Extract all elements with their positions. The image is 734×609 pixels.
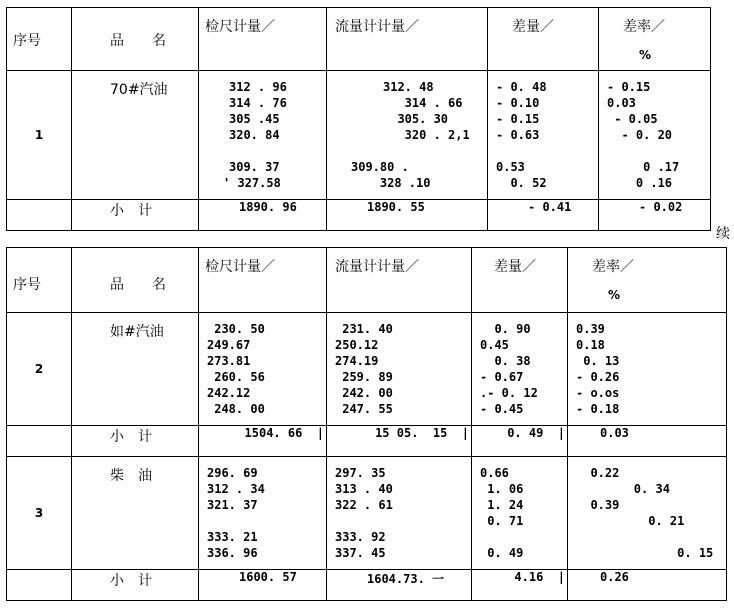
value-line: 336. 96 <box>207 546 258 560</box>
ruler-values <box>199 71 327 200</box>
header-seq-label: 序号 <box>13 33 41 49</box>
value-line: 312 . 34 <box>207 482 265 496</box>
value-line: 0.66 <box>480 466 509 480</box>
subtotal-diff: - 0.41 <box>488 200 599 231</box>
ruler-values <box>199 457 327 570</box>
value-line: 320 . 2,1 <box>383 128 470 142</box>
value-line <box>207 513 326 529</box>
header-flow-label: 流量计计量／ <box>335 19 419 35</box>
value-line: 1. 06 <box>480 482 524 496</box>
value-line: 0. 34 <box>576 482 670 496</box>
value-line <box>351 143 487 159</box>
header-ruler <box>199 248 327 313</box>
header-ruler-label: 检尺计量／ <box>205 19 275 35</box>
value-line: - 0.10 <box>496 96 540 110</box>
value-line: 231. 40 <box>335 322 393 336</box>
value-line: 0.18 <box>576 338 605 352</box>
header-name <box>72 8 199 71</box>
value-line: - 0.67 <box>480 370 524 384</box>
value-line: 0.45 <box>480 338 509 352</box>
subtotal-ruler: 1600. 57 <box>199 570 327 601</box>
header-name-label: 品 名 <box>110 277 166 293</box>
header-diff <box>488 8 599 71</box>
rate-values <box>568 457 727 570</box>
subtotal-flow: 1604.73. 一 <box>327 570 472 601</box>
diff-values <box>472 457 568 570</box>
header-diff-label: 差量／ <box>494 259 536 275</box>
value-line: 312. 48 <box>383 80 434 94</box>
header-name <box>72 248 199 313</box>
header-flow <box>327 8 488 71</box>
subtotal-diff: 0. 49 | <box>472 426 568 457</box>
value-line: 0 .17 <box>607 160 680 174</box>
value-line: .- 0. 12 <box>480 386 538 400</box>
value-line: 242. 00 <box>335 386 393 400</box>
subtotal-ruler: 1504. 66 | <box>199 426 327 457</box>
value-line: 0.39 <box>576 322 605 336</box>
value-line: 0. 52 <box>496 176 547 190</box>
header-rate-label: 差率／ <box>592 259 634 275</box>
subtotal-rate: 0.03 <box>568 426 727 457</box>
value-line: 321. 37 <box>207 498 258 512</box>
header-seq <box>7 248 72 313</box>
subtotal-label: 小 计 <box>72 426 199 457</box>
value-line: 273.81 <box>207 354 251 368</box>
value-line: 320. 84 <box>229 128 280 142</box>
continued-mark: 续 <box>716 226 730 242</box>
subtotal-seq-empty <box>7 426 72 457</box>
data-row-group-2 <box>7 313 727 426</box>
value-line <box>607 143 710 159</box>
rate-values <box>599 71 711 200</box>
diff-values <box>488 71 599 200</box>
header-flow-label: 流量计计量／ <box>335 259 419 275</box>
value-line <box>229 143 326 159</box>
value-line: 337. 45 <box>335 546 386 560</box>
subtotal-label: 小 计 <box>72 200 199 231</box>
value-line: - 0. 48 <box>496 80 547 94</box>
flow-values <box>327 457 472 570</box>
value-line: 242.12 <box>207 386 251 400</box>
value-line: 0. 15 <box>576 546 714 560</box>
subtotal-row <box>7 426 727 457</box>
value-line: - 0.63 <box>496 128 540 142</box>
value-line: 305. 30 <box>383 112 449 126</box>
value-line <box>335 513 471 529</box>
measurement-table-1 <box>6 7 711 231</box>
rate-values <box>568 313 727 426</box>
header-seq <box>7 8 72 71</box>
ruler-values <box>199 313 327 426</box>
flow-values <box>327 71 488 200</box>
value-line <box>480 529 567 545</box>
value-line: 322 . 61 <box>335 498 393 512</box>
header-seq-label: 序号 <box>13 277 41 293</box>
value-line: 248. 00 <box>207 402 265 416</box>
value-line: 0.03 <box>607 96 636 110</box>
subtotal-label: 小 计 <box>72 570 199 601</box>
subtotal-diff: 4.16 | <box>472 570 568 601</box>
value-line: 333. 92 <box>335 530 386 544</box>
subtotal-seq-empty <box>7 200 72 231</box>
product-name: 70#汽油 <box>72 71 199 200</box>
value-line: 313 . 40 <box>335 482 393 496</box>
value-line: 312 . 96 <box>229 80 287 94</box>
group-seq: 1 <box>7 71 72 200</box>
value-line: ' 327.58 <box>223 176 281 190</box>
value-line: 0. 90 <box>480 322 531 336</box>
group-seq: 3 <box>7 457 72 570</box>
measurement-table-2 <box>6 247 727 601</box>
value-line: - 0.45 <box>480 402 524 416</box>
header-rate-label: 差率／ <box>623 19 665 35</box>
value-line: 0. 49 <box>480 546 524 560</box>
value-line <box>496 143 598 159</box>
header-row <box>7 248 727 313</box>
value-line: 274.19 <box>335 354 379 368</box>
header-flow <box>327 248 472 313</box>
value-line: 0.53 <box>496 160 525 174</box>
subtotal-flow: 1890. 55 <box>327 200 488 231</box>
header-name-label: 品 名 <box>110 33 166 49</box>
value-line: 309. 37 <box>229 160 280 174</box>
value-line: 0.39 <box>576 498 620 512</box>
product-name: 柴 油 <box>72 457 199 570</box>
subtotal-rate: 0.26 <box>568 570 727 601</box>
header-rate-unit: % <box>639 48 652 62</box>
value-line: - 0.26 <box>576 370 620 384</box>
value-line: 328 .10 <box>351 176 431 190</box>
diff-values <box>472 313 568 426</box>
value-line: 249.67 <box>207 338 251 352</box>
value-line: 297. 35 <box>335 466 386 480</box>
value-line: 0. 38 <box>480 354 531 368</box>
value-line: 250.12 <box>335 338 379 352</box>
value-line: 333. 21 <box>207 530 258 544</box>
subtotal-seq-empty <box>7 570 72 601</box>
value-line: 314 . 66 <box>383 96 463 110</box>
header-ruler-label: 检尺计量／ <box>205 259 275 275</box>
value-line: - 0.15 <box>496 112 540 126</box>
value-line: 1. 24 <box>480 498 524 512</box>
value-line: 260. 56 <box>207 370 265 384</box>
header-ruler <box>199 8 327 71</box>
value-line: 305 .45 <box>229 112 280 126</box>
header-row <box>7 8 711 71</box>
subtotal-row <box>7 570 727 601</box>
subtotal-rate: - 0.02 <box>599 200 711 231</box>
value-line: 230. 50 <box>207 322 265 336</box>
value-line: - 0.05 <box>607 112 658 126</box>
value-line: 0. 13 <box>576 354 620 368</box>
value-line: 247. 55 <box>335 402 393 416</box>
value-line: 0. 71 <box>480 514 524 528</box>
value-line: 0. 21 <box>576 514 685 528</box>
value-line: 0 .16 <box>607 176 673 190</box>
header-rate <box>568 248 727 313</box>
value-line <box>576 529 726 545</box>
data-row-group-3 <box>7 457 727 570</box>
value-line: 0.22 <box>576 466 620 480</box>
value-line: 309.80 . <box>351 160 409 174</box>
data-row-group-1 <box>7 71 711 200</box>
subtotal-flow: 15 05. 15 | <box>327 426 472 457</box>
flow-values <box>327 313 472 426</box>
header-diff <box>472 248 568 313</box>
subtotal-row <box>7 200 711 231</box>
value-line: - 0.15 <box>607 80 651 94</box>
header-rate <box>599 8 711 71</box>
header-rate-unit: % <box>608 288 621 302</box>
subtotal-ruler: 1890. 96 <box>199 200 327 231</box>
header-diff-label: 差量／ <box>512 19 554 35</box>
value-line: - 0. 20 <box>607 128 673 142</box>
group-seq: 2 <box>7 313 72 426</box>
value-line: - 0.18 <box>576 402 620 416</box>
value-line: 296. 69 <box>207 466 258 480</box>
value-line: - o.os <box>576 386 620 400</box>
value-line: 314 . 76 <box>229 96 287 110</box>
product-name: 如#汽油 <box>72 313 199 426</box>
value-line: 259. 89 <box>335 370 393 384</box>
